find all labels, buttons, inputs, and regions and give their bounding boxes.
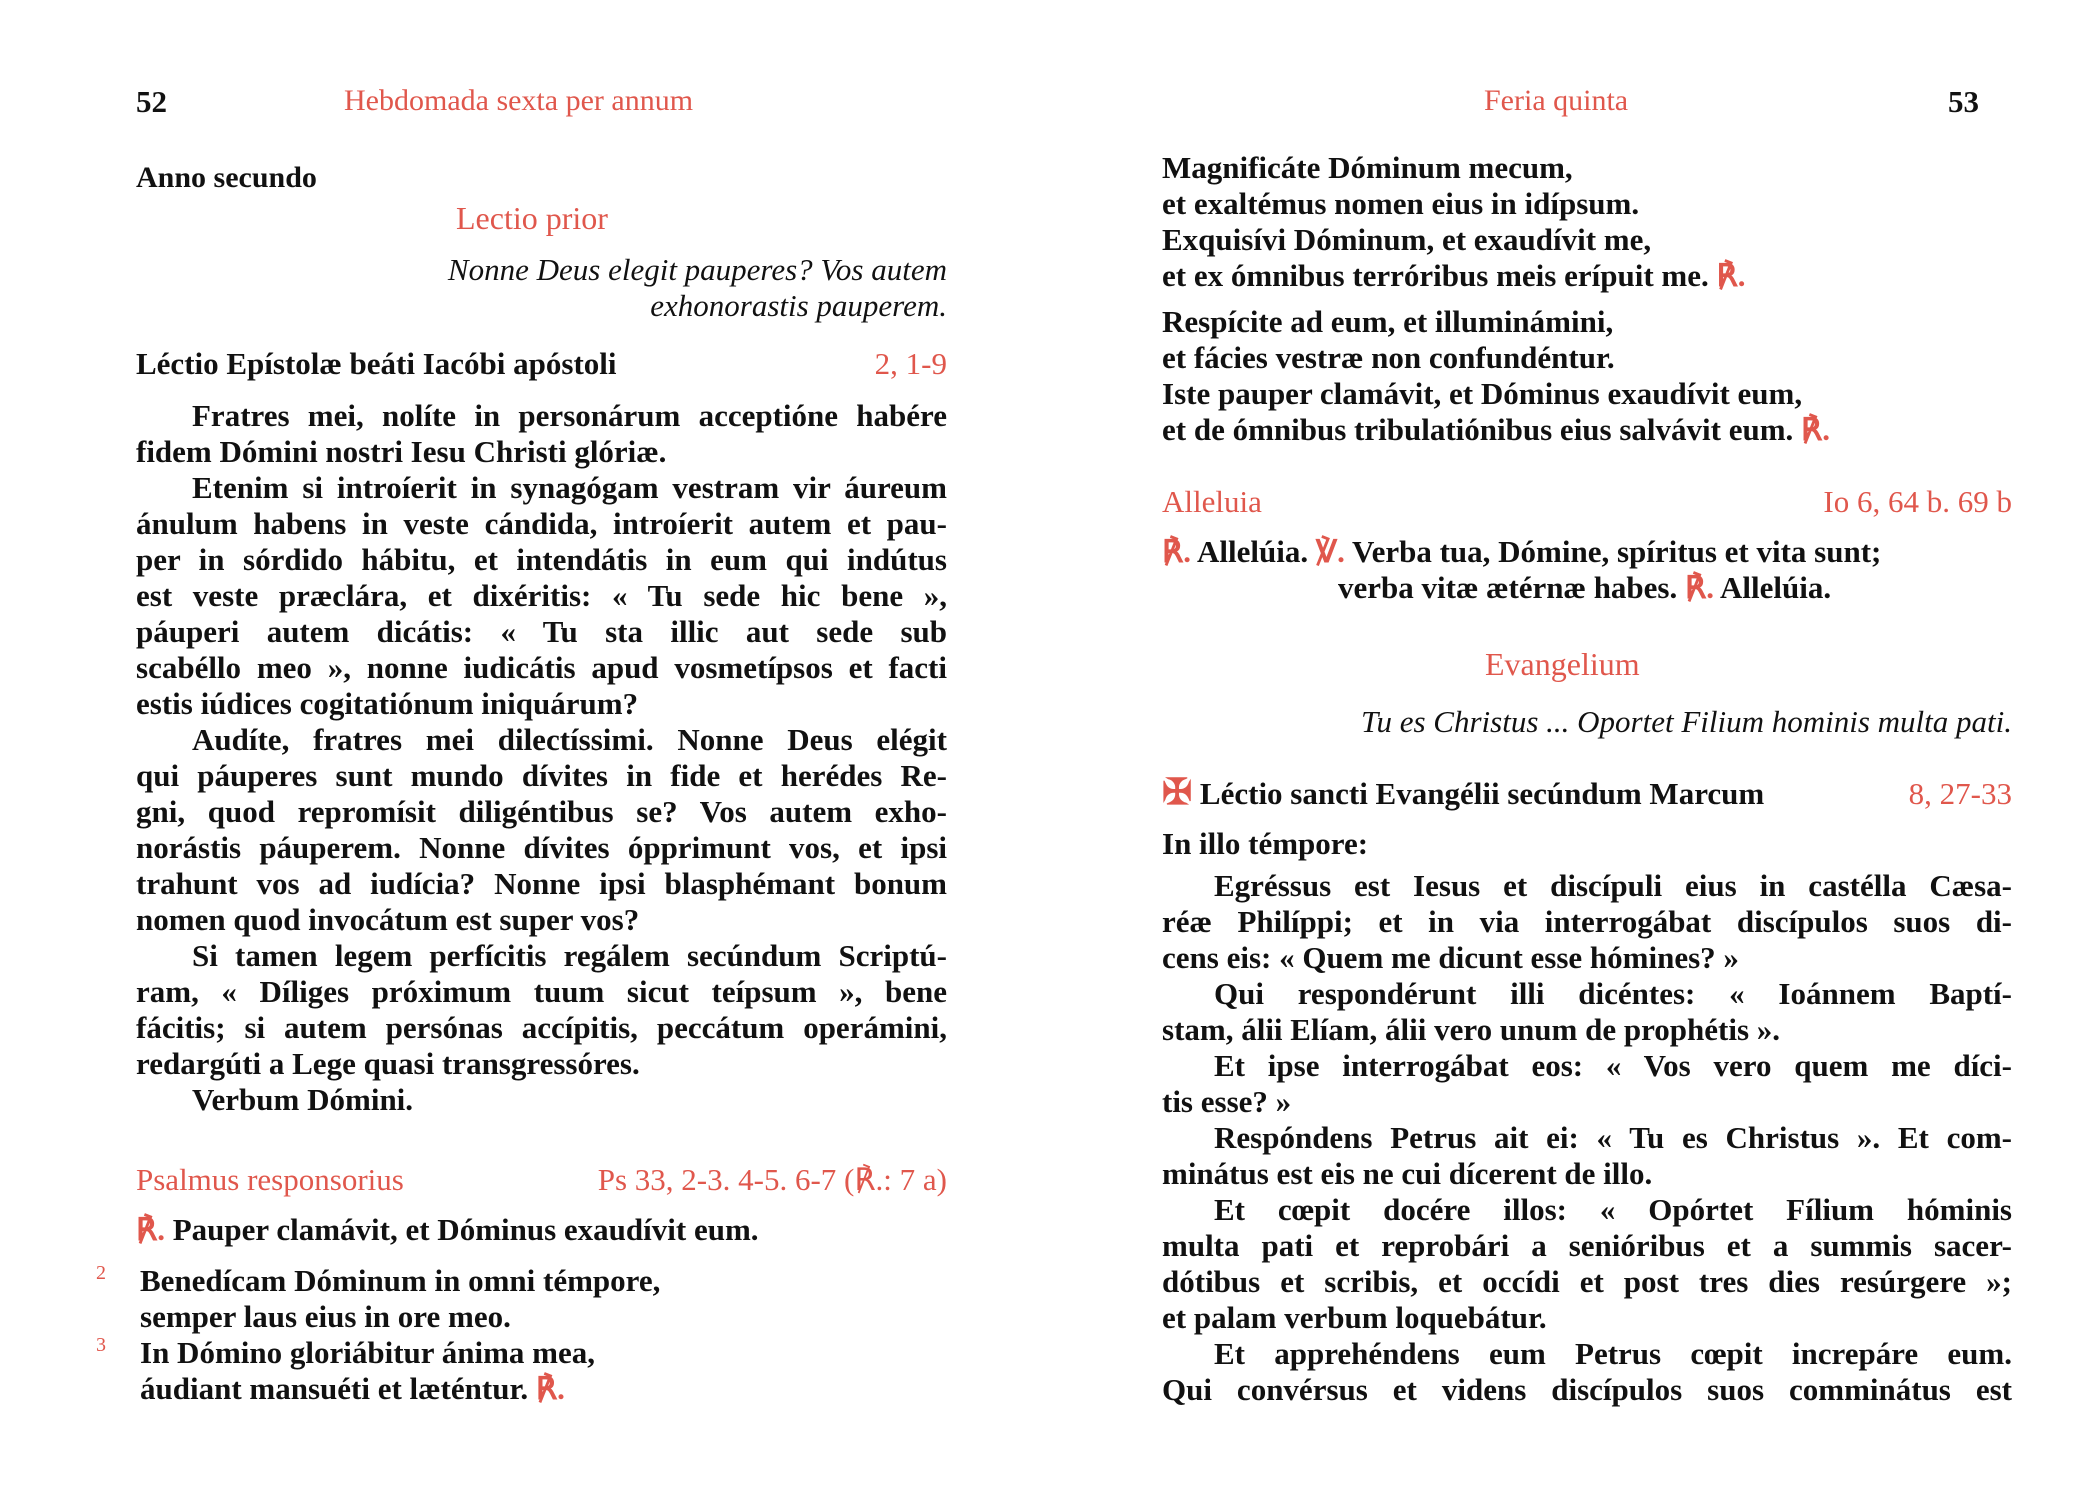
reading-line: páuperi autem dicátis: « Tu sta illic aut sede sub — [136, 614, 947, 649]
response-symbol: ℟. — [136, 1212, 165, 1247]
gospel-line: Et cœpit docére illos: « Opórtet Fílium hóminis — [1214, 1192, 2012, 1227]
reading-line: redargúti a Lege quasi transgressóres. — [136, 1046, 640, 1081]
reading-line: norástis páuperem. Nonne dívites ópprimunt vos, et ipsi — [136, 830, 947, 865]
gospel-source-line — [1162, 774, 1764, 812]
psalm-line-text: et ex ómnibus terróribus meis erípuit me. — [1162, 258, 1709, 293]
page-number-right: 53 — [1948, 84, 1979, 119]
reading-line: Etenim si introíerit in synagógam vestram vir áureum — [192, 470, 947, 505]
reading-line: Si tamen legem perfícitis regálem secúndum Scriptú- — [192, 938, 947, 973]
alleluia-verse — [1162, 534, 1881, 570]
cross-icon: ✠ — [1162, 772, 1193, 812]
gospel-title: Evangelium — [1485, 646, 1640, 682]
running-head-right: Feria quinta — [1484, 84, 1629, 117]
psalm-line: Iste pauper clamávit, et Dóminus exaudívit eum, — [1162, 376, 1803, 411]
alleluia-verse-continuation — [1338, 570, 1831, 606]
gospel-reference: 8, 27-33 — [1908, 776, 2012, 811]
gospel-line: tis esse? » — [1162, 1084, 1292, 1119]
reading-title: Lectio prior — [456, 200, 608, 236]
reading-line: Audíte, fratres mei dilectíssimi. Nonne Deus elégit — [192, 722, 947, 757]
psalm-line: Exquisívi Dóminum, et exaudívit me, — [1162, 222, 1652, 257]
reading-line: ánulum habens in veste cándida, introíerit autem et pau- — [136, 506, 947, 541]
reading-line: nomen quod invocátum est super vos? — [136, 902, 640, 937]
versicle-symbol: ℣. — [1315, 534, 1345, 569]
psalm-line — [1162, 258, 1745, 294]
response-symbol: ℟. — [1801, 412, 1831, 447]
psalm-line: In Dómino gloriábitur ánima mea, — [140, 1335, 595, 1370]
reading-line: Verbum Dómini. — [192, 1082, 414, 1117]
gospel-line: Qui convérsus et videns discípulos suos comminátus est — [1162, 1372, 2012, 1407]
gospel-line: minátus est eis ne cui dícerent de illo. — [1162, 1156, 1653, 1191]
psalm-line: Benedícam Dóminum in omni témpore, — [140, 1263, 661, 1298]
gospel-line: réæ Philíppi; et in via interrogábat discípulos suos di- — [1162, 904, 2012, 939]
reading-source: Léctio Epístolæ beáti Iacóbi apóstoli — [136, 346, 617, 381]
reading-line: scabéllo meo », nonne iudicátis apud vosmetípsos et facti — [136, 650, 947, 685]
year-heading: Anno secundo — [136, 161, 317, 194]
gospel-intro: In illo témpore: — [1162, 826, 1369, 861]
gospel-summary: Tu es Christus ... Oportet Filium hominis multa pati. — [1360, 704, 2012, 739]
reading-line: ram, « Díliges próximum tuum sicut teípsum », bene — [136, 974, 947, 1009]
psalm-line — [140, 1371, 565, 1407]
alleluia-word: Allelúia. — [1197, 534, 1309, 569]
reading-reference: 2, 1-9 — [874, 346, 947, 381]
gospel-line: Qui respondérunt illi dicéntes: « Ioánnem Baptí- — [1214, 976, 2012, 1011]
gospel-line: Respóndens Petrus ait ei: « Tu es Christus ». Et com- — [1214, 1120, 2012, 1155]
reading-line: est veste præclára, et dixéritis: « Tu sede hic bene », — [136, 578, 947, 613]
gospel-line: et palam verbum loquebátur. — [1162, 1300, 1547, 1335]
psalm-title: Psalmus responsorius — [136, 1162, 404, 1197]
gospel-line: cens eis: « Quem me dicunt esse hómines? » — [1162, 940, 1739, 975]
gospel-line: Et ipse interrogábat eos: « Vos vero quem me díci- — [1214, 1048, 2012, 1083]
alleluia-word: Allelúia. — [1720, 570, 1832, 605]
reading-line: Fratres mei, nolíte in personárum acceptióne habére — [192, 398, 947, 433]
psalm-line: et exaltémus nomen eius in idípsum. — [1162, 186, 1640, 221]
page-number-left: 52 — [136, 84, 167, 119]
psalm-line: Magnificáte Dóminum mecum, — [1162, 150, 1573, 185]
psalm-line: et fácies vestræ non confundéntur. — [1162, 340, 1615, 375]
reading-summary-line-2: exhonorastis pauperem. — [650, 288, 947, 323]
psalm-reference: Ps 33, 2-3. 4-5. 6-7 (℟.: 7 a) — [597, 1162, 947, 1197]
alleluia-reference: Io 6, 64 b. 69 b — [1823, 484, 2012, 519]
reading-line: fácitis; si autem persónas accípitis, peccátum operámini, — [136, 1010, 947, 1045]
reading-line: gni, quod repromísit diligéntibus se? Vos autem exho- — [136, 794, 947, 829]
reading-line: qui páuperes sunt mundo dívites in fide et herédes Re- — [136, 758, 947, 793]
reading-line: per in sórdido hábitu, et intendátis in eum qui indútus — [136, 542, 947, 577]
response-symbol: ℟. — [1685, 570, 1714, 605]
psalm-line-text: et de ómnibus tribulatiónibus eius salvávit eum. — [1162, 412, 1794, 447]
response-text: Pauper clamávit, et Dóminus exaudívit eum. — [172, 1212, 759, 1247]
response-symbol: ℟. — [1716, 258, 1746, 293]
verse-number-2: 2 — [96, 1262, 106, 1284]
alleluia-verse-line-2: verba vitæ ætérnæ habes. — [1338, 570, 1678, 605]
gospel-line: Et apprehéndens eum Petrus cœpit increpáre eum. — [1214, 1336, 2012, 1371]
psalm-response — [136, 1212, 759, 1248]
reading-line: estis iúdices cogitatiónum iniquárum? — [136, 686, 639, 721]
psalm-line-text: áudiant mansuéti et læténtur. — [140, 1371, 529, 1406]
psalm-line — [1162, 412, 1830, 448]
gospel-line: stam, álii Elíam, álii vero unum de prophétis ». — [1162, 1012, 1781, 1047]
gospel-line: Egréssus est Iesus et discípuli eius in castélla Cæsa- — [1214, 868, 2012, 903]
reading-line: fidem Dómini nostri Iesu Christi glóriæ. — [136, 434, 667, 469]
verse-number-3: 3 — [96, 1334, 106, 1356]
response-symbol: ℟. — [535, 1371, 565, 1406]
alleluia-verse-line-1: Verba tua, Dómine, spíritus et vita sunt; — [1352, 534, 1882, 569]
running-head-left: Hebdomada sexta per annum — [344, 84, 694, 117]
gospel-line: dótibus et scribis, et occídi et post tres dies resúrgere »; — [1162, 1264, 2012, 1299]
right-page — [1040, 0, 2078, 1500]
reading-summary-line-1: Nonne Deus elegit pauperes? Vos autem — [447, 252, 947, 287]
reading-line: trahunt vos ad iudícia? Nonne ipsi blasphémant bonum — [136, 866, 947, 901]
psalm-line: Respícite ad eum, et illuminámini, — [1162, 304, 1614, 339]
psalm-line: semper laus eius in ore meo. — [140, 1299, 511, 1334]
alleluia-title: Alleluia — [1162, 484, 1262, 519]
response-symbol: ℟. — [1162, 534, 1191, 569]
gospel-source: Léctio sancti Evangélii secúndum Marcum — [1199, 776, 1765, 811]
gospel-line: multa pati et reprobári a senióribus et a summis sacer- — [1162, 1228, 2012, 1263]
